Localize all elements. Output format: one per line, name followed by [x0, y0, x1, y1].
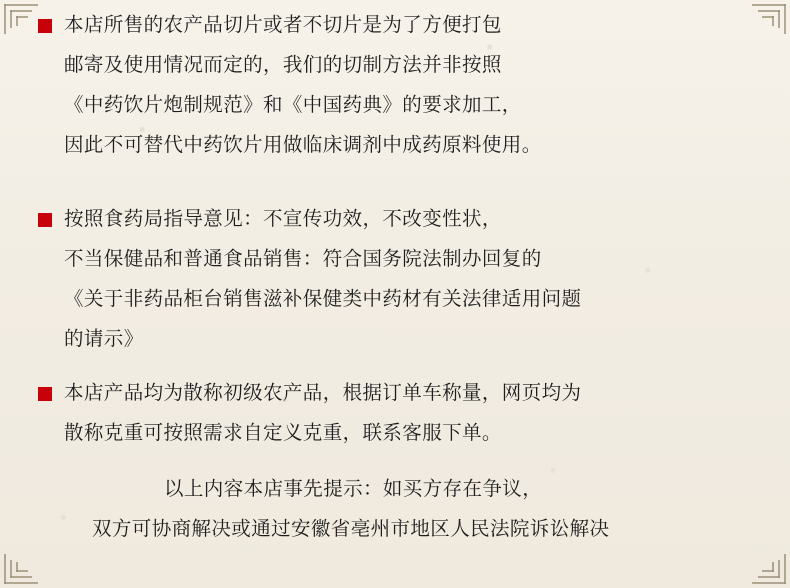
bullet-square-icon — [38, 387, 52, 401]
notice-line: 因此不可替代中药饮片用做临床调剂中成药原料使用。 — [64, 135, 542, 156]
bullet-square-icon — [38, 213, 52, 227]
notice-line: 《中药饮片炮制规范》和《中国药典》的要求加工， — [64, 95, 522, 116]
closing-line: 以上内容本店事先提示：如买方存在争议， — [164, 479, 543, 500]
notice-line: 本店所售的农产品切片或者不切片是为了方便打包 — [64, 15, 502, 36]
notice-line: 本店产品均为散称初级农产品，根据订单车称量，网页均为 — [64, 383, 582, 404]
notice-section-3 — [36, 374, 754, 454]
bullet-square-icon — [38, 19, 52, 33]
notice-line: 不当保健品和普通食品销售：符合国务院法制办回复的 — [64, 249, 542, 270]
notice-line: 的请示》 — [64, 329, 144, 350]
frame-corner-bottom-right — [752, 554, 786, 584]
notice-section-1 — [36, 6, 754, 166]
notice-line: 《关于非药品柜台销售滋补保健类中药材有关法律适用问题 — [64, 289, 582, 310]
notice-line: 散称克重可按照需求自定义克重，联系客服下单。 — [64, 423, 502, 444]
notice-section-2 — [36, 200, 754, 360]
frame-corner-bottom-left — [4, 554, 38, 584]
notice-line: 按照食药局指导意见：不宣传功效，不改变性状， — [64, 209, 502, 230]
frame-corner-top-left — [4, 4, 38, 34]
notice-content — [36, 6, 754, 588]
notice-line: 邮寄及使用情况而定的，我们的切制方法并非按照 — [64, 55, 502, 76]
frame-corner-top-right — [752, 4, 786, 34]
section-spacer — [36, 180, 754, 200]
closing-line: 双方可协商解决或通过安徽省亳州市地区人民法院诉讼解决 — [92, 519, 610, 540]
closing-note — [36, 470, 754, 550]
